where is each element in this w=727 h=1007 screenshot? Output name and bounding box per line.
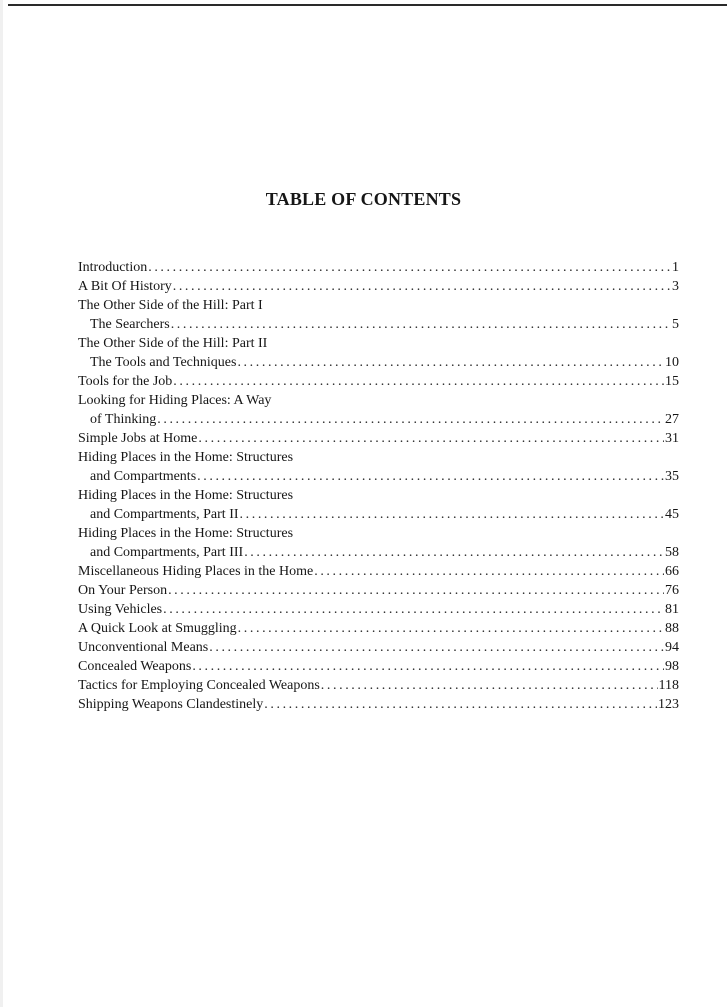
- page-edge-shadow: [0, 0, 3, 1007]
- toc-page-number: 1: [672, 260, 679, 275]
- toc-entry-title: Miscellaneous Hiding Places in the Home: [78, 564, 314, 579]
- toc-page-number: 94: [665, 640, 679, 655]
- toc-list: [78, 258, 679, 714]
- toc-entry: [78, 695, 679, 714]
- dot-leader: [163, 600, 664, 619]
- toc-entry: [78, 486, 679, 524]
- toc-entry-title: and Compartments, Part II: [90, 507, 239, 522]
- toc-entry-title: Simple Jobs at Home: [78, 431, 198, 446]
- toc-entry-title: The Other Side of the Hill: Part II: [78, 336, 268, 351]
- dot-leader: [314, 562, 664, 581]
- toc-page-number: 66: [665, 564, 679, 579]
- toc-entry-title: Hiding Places in the Home: Structures: [78, 488, 294, 503]
- toc-entry: [78, 619, 679, 638]
- dot-leader: [238, 619, 664, 638]
- toc-page-number: 10: [665, 355, 679, 370]
- dot-leader: [197, 467, 664, 486]
- toc-entry: [78, 448, 679, 486]
- toc-entry: [78, 334, 679, 372]
- dot-leader: [168, 581, 664, 600]
- toc-entry: [78, 372, 679, 391]
- toc-page-number: 3: [672, 279, 679, 294]
- toc-entry-line: [78, 505, 679, 524]
- dot-leader: [237, 353, 664, 372]
- toc-entry-line: [78, 315, 679, 334]
- dot-leader: [192, 657, 664, 676]
- page-title: TABLE OF CONTENTS: [265, 189, 462, 209]
- toc-entry: [78, 391, 679, 429]
- toc-entry: [78, 657, 679, 676]
- toc-entry-line: [78, 638, 679, 657]
- toc-entry-title: Looking for Hiding Places: A Way: [78, 393, 272, 408]
- toc-entry: [78, 676, 679, 695]
- dot-leader: [209, 638, 664, 657]
- toc-page-number: 15: [665, 374, 679, 389]
- toc-page-number: 5: [672, 317, 679, 332]
- dot-leader: [264, 695, 657, 714]
- toc-page-number: 76: [665, 583, 679, 598]
- toc-entry-title: The Tools and Techniques: [90, 355, 237, 370]
- toc-entry-title: Shipping Weapons Clandestinely: [78, 697, 264, 712]
- toc-entry: [78, 277, 679, 296]
- toc-page-number: 58: [665, 545, 679, 560]
- toc-page-number: 123: [658, 697, 679, 712]
- dot-leader: [173, 372, 664, 391]
- toc-entry-title: Hiding Places in the Home: Structures: [78, 450, 294, 465]
- toc-entry: [78, 429, 679, 448]
- toc-entry-line: [78, 543, 679, 562]
- toc-entry-title: and Compartments: [90, 469, 197, 484]
- toc-entry-line: [78, 676, 679, 695]
- toc-entry-line: [78, 657, 679, 676]
- toc-entry-line: [78, 562, 679, 581]
- toc-entry-title: Tactics for Employing Concealed Weapons: [78, 678, 320, 693]
- toc-entry: [78, 638, 679, 657]
- toc-entry: [78, 600, 679, 619]
- toc-page-number: 45: [665, 507, 679, 522]
- toc-entry-line: [78, 258, 679, 277]
- toc-entry-line: [78, 410, 679, 429]
- toc-entry-line: [78, 600, 679, 619]
- toc-entry-title: Hiding Places in the Home: Structures: [78, 526, 294, 541]
- toc-page-number: 98: [665, 659, 679, 674]
- toc-entry: [78, 258, 679, 277]
- dot-leader: [244, 543, 664, 562]
- dot-leader: [171, 315, 671, 334]
- toc-page-number: 35: [665, 469, 679, 484]
- toc-entry-line: [78, 429, 679, 448]
- dot-leader: [240, 505, 664, 524]
- toc-entry-title: A Quick Look at Smuggling: [78, 621, 237, 636]
- toc-entry-title: Tools for the Job: [78, 374, 173, 389]
- toc-entry-title: Introduction: [78, 260, 148, 275]
- toc-page-number: 118: [658, 678, 679, 693]
- toc-entry: [78, 524, 679, 562]
- toc-entry-line: [78, 695, 679, 714]
- toc-entry-line: [78, 372, 679, 391]
- toc-entry: [78, 581, 679, 600]
- toc-entry: [78, 562, 679, 581]
- toc-entry-title: Unconventional Means: [78, 640, 209, 655]
- toc-page-number: 81: [665, 602, 679, 617]
- toc-entry-line: [78, 353, 679, 372]
- dot-leader: [173, 277, 671, 296]
- dot-leader: [148, 258, 671, 277]
- toc-entry: [78, 296, 679, 334]
- toc-entry-line: [78, 277, 679, 296]
- toc-entry-line: [78, 581, 679, 600]
- toc-entry-title: A Bit Of History: [78, 279, 172, 294]
- dot-leader: [157, 410, 664, 429]
- toc-entry-title: Using Vehicles: [78, 602, 163, 617]
- toc-entry-title: and Compartments, Part III: [90, 545, 244, 560]
- toc-entry-title: The Searchers: [90, 317, 170, 332]
- toc-page-number: 88: [665, 621, 679, 636]
- dot-leader: [198, 429, 664, 448]
- top-rule: [8, 4, 727, 6]
- toc-page-number: 31: [665, 431, 679, 446]
- toc-entry-title: Concealed Weapons: [78, 659, 192, 674]
- dot-leader: [321, 676, 658, 695]
- toc-entry-line: [78, 467, 679, 486]
- toc-entry-line: [78, 619, 679, 638]
- toc-page-number: 27: [665, 412, 679, 427]
- toc-entry-title: of Thinking: [90, 412, 157, 427]
- toc-entry-title: The Other Side of the Hill: Part I: [78, 298, 263, 313]
- toc-entry-title: On Your Person: [78, 583, 168, 598]
